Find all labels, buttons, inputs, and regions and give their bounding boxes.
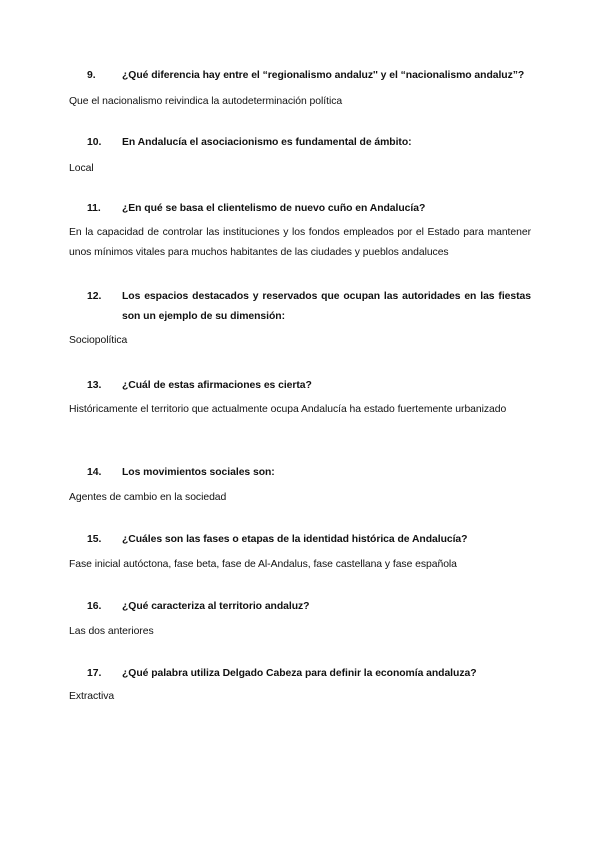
answer-text: Fase inicial autóctona, fase beta, fase de Al-Andalus, fase castellana y fase española [69,559,457,570]
question-text: En Andalucía el asociacionismo es fundamental de ámbito: [122,137,412,148]
question-number: 13. [87,380,102,391]
answer-text: Históricamente el territorio que actualmente ocupa Andalucía ha estado fuertemente urbanizado [69,404,507,415]
question-block-15 [69,530,531,575]
question-heading [69,664,531,684]
question-text: Los espacios destacados y reservados que ocupan las autoridades en las fiestas son un ejemplo de su dimensión: [122,291,531,322]
answer-text: En la capacidad de controlar las instituciones y los fondos empleados por el Estado para mantener unos mínimos vitales para muchos habitantes de las ciudades y pueblos andaluces [69,227,531,258]
question-number: 12. [87,291,102,302]
answer-text: Local [69,163,94,174]
question-block-14 [69,463,531,508]
question-text: ¿Qué caracteriza al territorio andaluz? [122,601,310,612]
question-heading [69,133,531,153]
question-heading [69,463,531,483]
question-text: ¿Cuáles son las fases o etapas de la identidad histórica de Andalucía? [122,534,468,545]
question-block-16 [69,597,531,642]
answer-text: Agentes de cambio en la sociedad [69,492,227,503]
answer-text: Sociopolítica [69,335,128,346]
question-heading [69,376,531,396]
question-heading [69,199,531,219]
question-number: 10. [87,137,102,148]
question-block-13 [69,376,531,420]
question-number: 11. [87,203,101,214]
question-block-10 [69,133,531,179]
question-block-17 [69,664,531,707]
answer-text: Extractiva [69,691,115,702]
question-text: ¿Qué palabra utiliza Delgado Cabeza para definir la economía andaluza? [122,668,477,679]
question-number: 16. [87,601,102,612]
question-block-11 [69,199,531,262]
question-text: ¿Cuál de estas afirmaciones es cierta? [122,380,312,391]
question-number: 14. [87,467,102,478]
question-number: 15. [87,534,102,545]
answer-text: Las dos anteriores [69,626,154,637]
question-heading [69,530,531,550]
question-heading [69,287,531,327]
question-number: 17. [87,668,102,679]
question-text: ¿Qué diferencia hay entre el “regionalismo andaluz'' y el “nacionalismo andaluz”? [122,70,525,81]
question-number: 9. [87,70,96,81]
question-block-12 [69,287,531,351]
question-text: ¿En qué se basa el clientelismo de nuevo cuño en Andalucía? [122,203,426,214]
answer-text: Que el nacionalismo reivindica la autodeterminación política [69,96,343,107]
question-heading [69,597,531,617]
question-block-9 [69,66,531,112]
question-text: Los movimientos sociales son: [122,467,275,478]
question-heading [69,66,531,86]
